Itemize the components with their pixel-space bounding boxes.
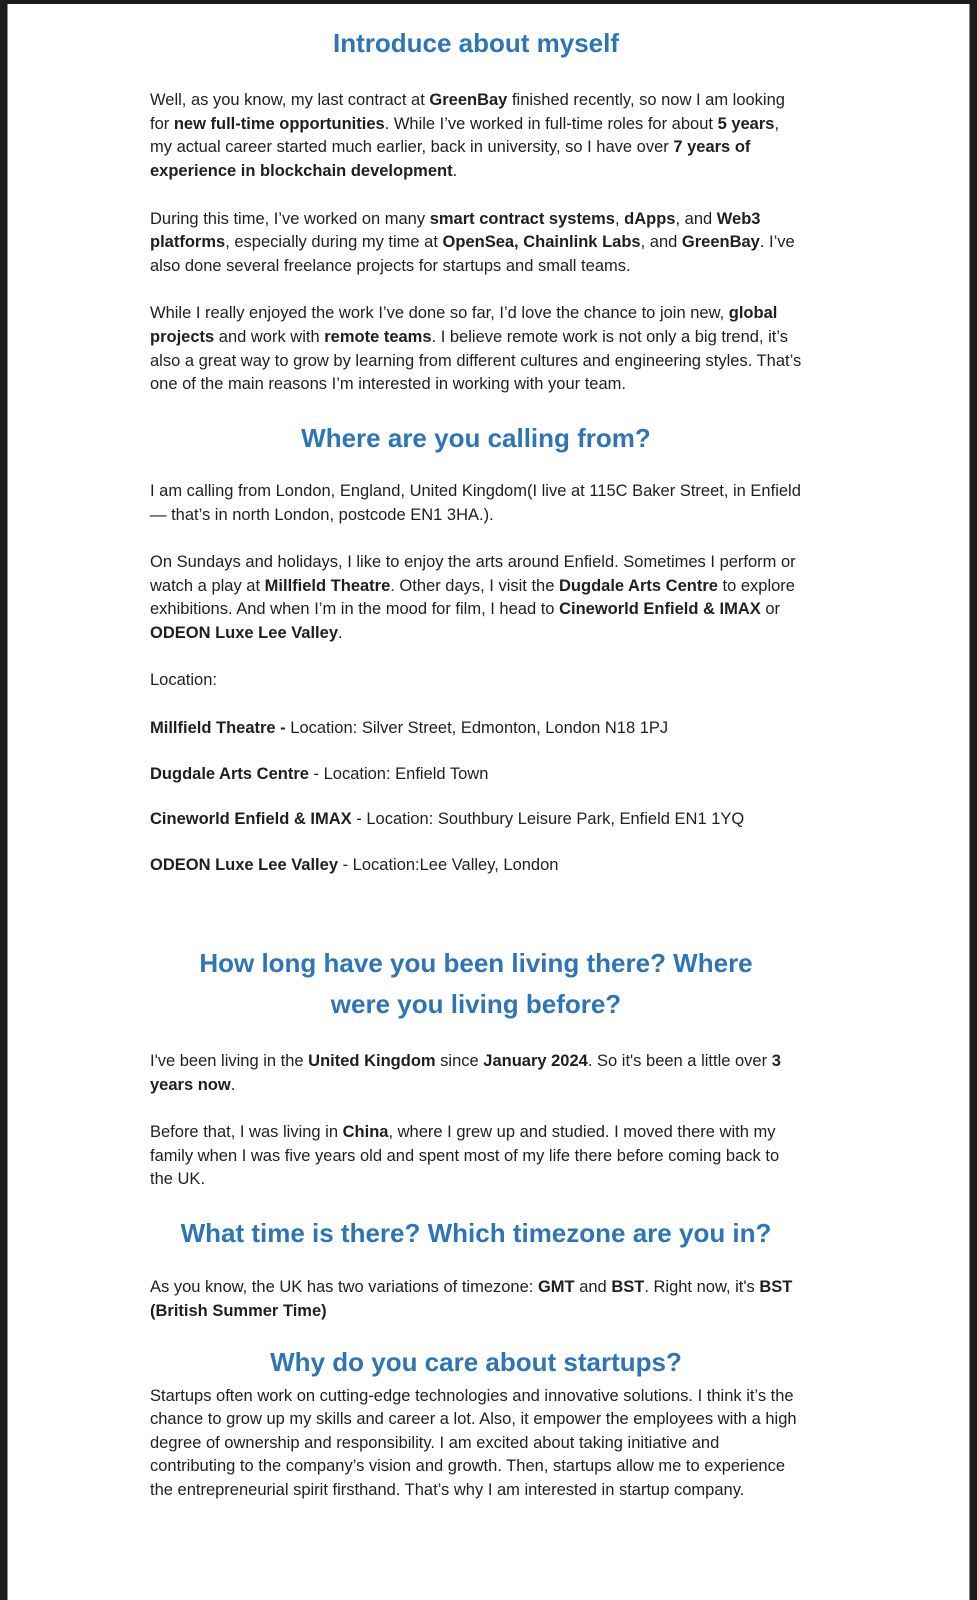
section-where-calling-from <box>150 423 802 878</box>
location-label: Location: <box>150 671 217 690</box>
document-content <box>150 28 802 1503</box>
paragraph: As you know, the UK has two variations of timezone: GMT and BST. Right now, it's BST (British Summer Time) <box>150 1278 793 1320</box>
section-heading-how-long-living: How long have you been living there? Where were you living before? <box>199 948 753 1019</box>
left-edge-bar <box>0 0 8 1600</box>
paragraph: I've been living in the United Kingdom since January 2024. So it's been a little over 3 years now. <box>150 1052 781 1094</box>
section-introduce-myself <box>150 28 802 397</box>
section-heading-timezone: What time is there? Which timezone are you in? <box>180 1218 772 1248</box>
page-title: Introduce about myself <box>332 28 620 58</box>
paragraph: While I really enjoyed the work I’ve done so far, I’d love the chance to join new, global projects and work with remote teams. I believe remote work is not only a big trend, it’s also a great way to grow by learning from different cultures and engineering styles. That’s one of the main reasons I’m interested in working with your team. <box>150 304 802 394</box>
paragraph: Well, as you know, my last contract at GreenBay finished recently, so now I am looking for new full-time opportunities. While I’ve worked in full-time roles for about 5 years, my actual career started much earlier, back in university, so I have over 7 years of experience in blockchain development. <box>150 91 785 180</box>
right-edge-bar <box>969 0 977 1600</box>
top-edge-bar <box>0 0 977 4</box>
paragraph: During this time, I’ve worked on many smart contract systems, dApps, and Web3 platforms, especially during my time at OpenSea, Chainlink Labs, and GreenBay. I’ve also done several freelance projects for startups and small teams. <box>150 209 795 275</box>
section-heading-where-calling-from: Where are you calling from? <box>301 422 651 453</box>
venue-millfield-theatre: Millfield Theatre - Location: Silver Street, Edmonton, London N18 1PJ <box>150 719 669 738</box>
section-timezone <box>150 1218 802 1323</box>
venue-cineworld-enfield-imax: Cineworld Enfield & IMAX - Location: Southbury Leisure Park, Enfield EN1 1YQ <box>150 810 745 829</box>
paragraph: Startups often work on cutting-edge technologies and innovative solutions. I think it’s the chance to grow up my skills and career a lot. Also, it empower the employees with a high degree of ownership and responsibility. I am excited about taking initiative and contributing to the company’s vision and growth. Then, startups allow me to experience the entrepreneurial spirit firsthand. That’s why I am interested in startup company. <box>150 1386 797 1499</box>
section-why-startups <box>150 1347 802 1502</box>
venue-dugdale-arts-centre: Dugdale Arts Centre - Location: Enfield Town <box>150 764 489 783</box>
paragraph: On Sundays and holidays, I like to enjoy the arts around Enfield. Sometimes I perform or watch a play at Millfield Theatre. Other days, I visit the Dugdale Arts Centre to explore exhibitions. And when I’m in the mood for film, I head to Cineworld Enfield & IMAX or ODEON Luxe Lee Valley. <box>150 553 796 642</box>
paragraph: Before that, I was living in China, where I grew up and studied. I moved there with my family when I was five years old and spent most of my life there before coming back to the UK. <box>150 1123 780 1189</box>
section-heading-why-startups: Why do you care about startups? <box>270 1347 682 1378</box>
venue-odeon-luxe-lee-valley: ODEON Luxe Lee Valley - Location:Lee Valley, London <box>150 855 559 874</box>
paragraph: I am calling from London, England, United Kingdom(I live at 115C Baker Street, in Enfield — that’s in north London, postcode EN1 3HA.). <box>150 481 801 524</box>
section-how-long-living <box>150 943 802 1192</box>
